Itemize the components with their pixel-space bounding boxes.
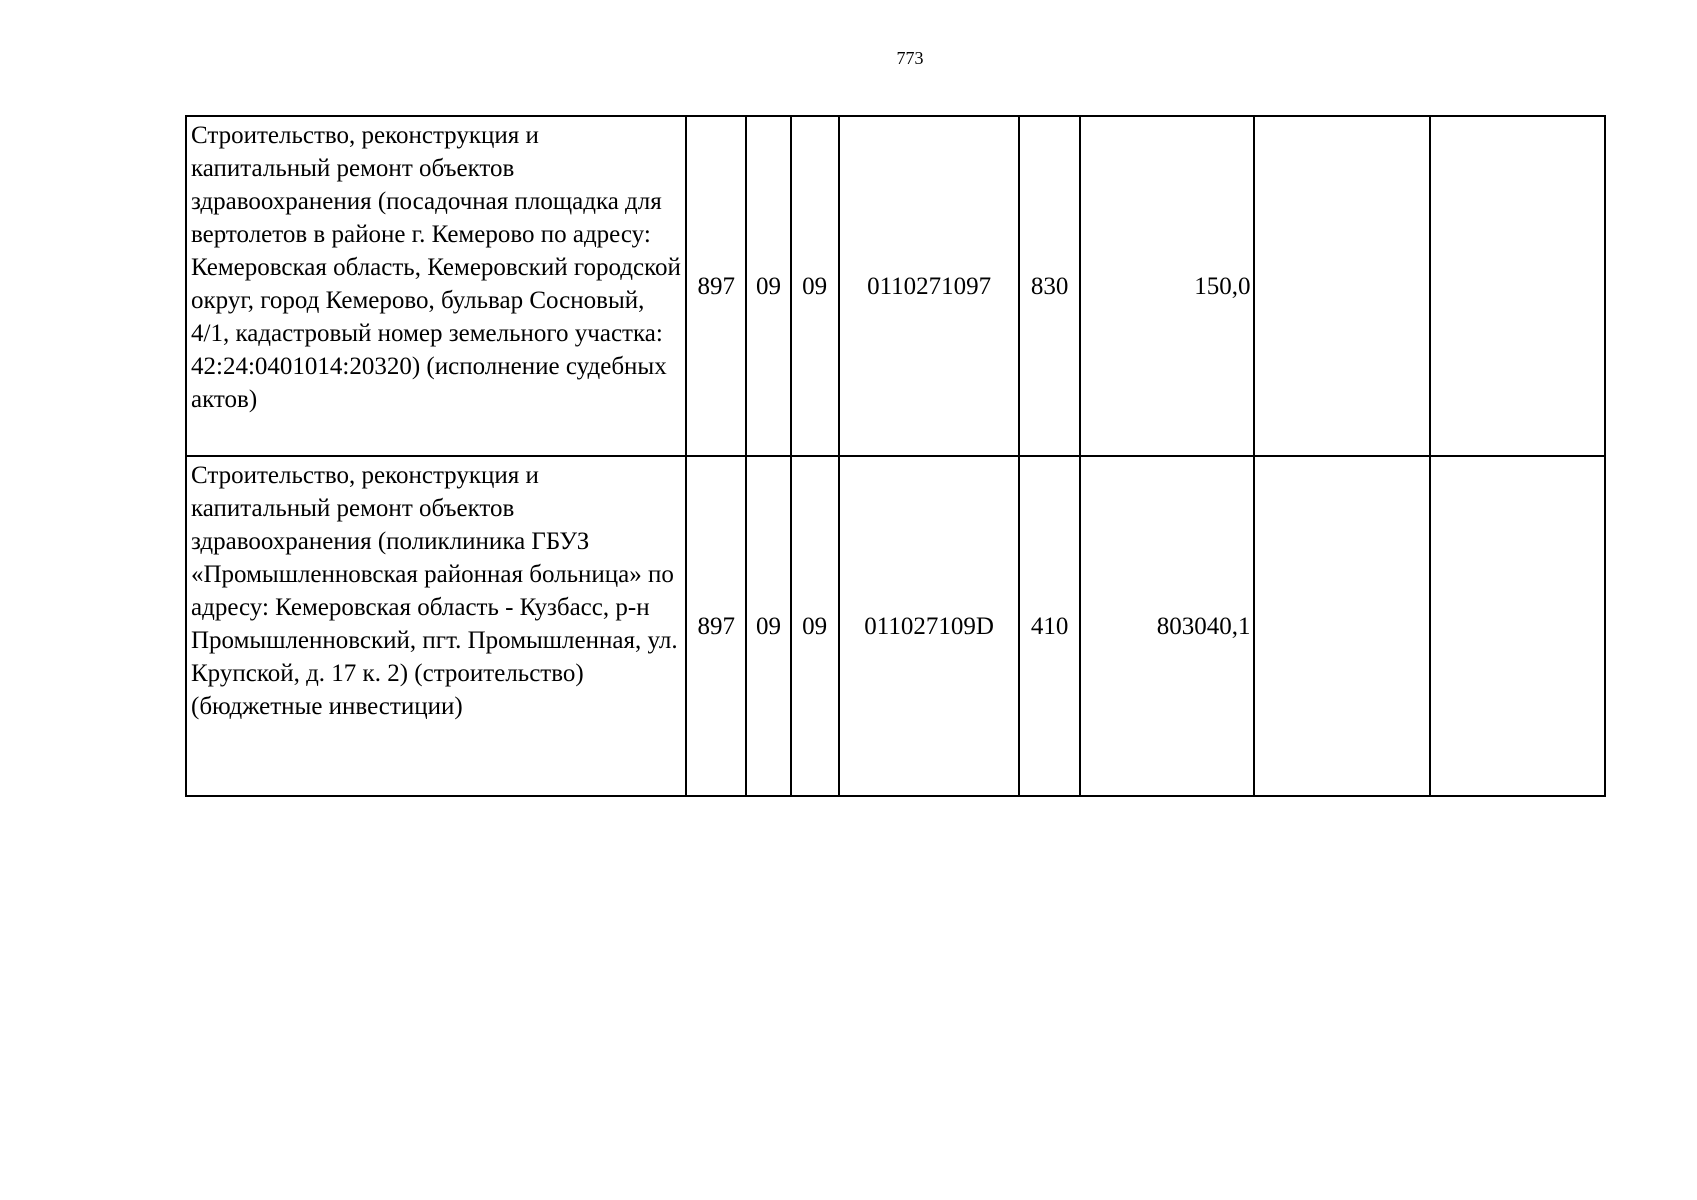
cell-expense-type: 410: [1019, 456, 1079, 796]
cell-subsection: 09: [791, 116, 839, 456]
cell-amount: 803040,1: [1080, 456, 1255, 796]
page-number: 773: [896, 48, 924, 68]
cell-subsection: 09: [791, 456, 839, 796]
cell-amount-3: [1430, 116, 1605, 456]
cell-ministry: 897: [686, 456, 746, 796]
cell-ministry: 897: [686, 116, 746, 456]
cell-amount-2: [1254, 456, 1430, 796]
cell-section: 09: [746, 456, 790, 796]
cell-description: Строительство, реконструкция и капитальный ремонт объектов здравоохранения (поликлиника ГБУЗ «Промышленновская районная больница» по адресу: Кемеровская область - Кузбасс, р-н Промышленновский, пгт. Промышленная, ул. Крупской, д. 17 к. 2) (строительство) (бюджетные инвестиции): [186, 456, 686, 796]
cell-target-article: 011027109D: [839, 456, 1020, 796]
cell-amount-3: [1430, 456, 1605, 796]
cell-section: 09: [746, 116, 790, 456]
cell-amount-2: [1254, 116, 1430, 456]
cell-amount: 150,0: [1080, 116, 1255, 456]
cell-description: Строительство, реконструкция и капитальный ремонт объектов здравоохранения (посадочная площадка для вертолетов в районе г. Кемерово по адресу: Кемеровская область, Кемеровский городской округ, город Кемерово, бульвар Сосновый, 4/1, кадастровый номер земельного участка: 42:24:0401014:20320) (исполнение судебных актов): [186, 116, 686, 456]
budget-table: [185, 115, 1606, 797]
table-row: [186, 116, 1605, 456]
cell-expense-type: 830: [1019, 116, 1079, 456]
cell-target-article: 0110271097: [839, 116, 1020, 456]
table-row: [186, 456, 1605, 796]
